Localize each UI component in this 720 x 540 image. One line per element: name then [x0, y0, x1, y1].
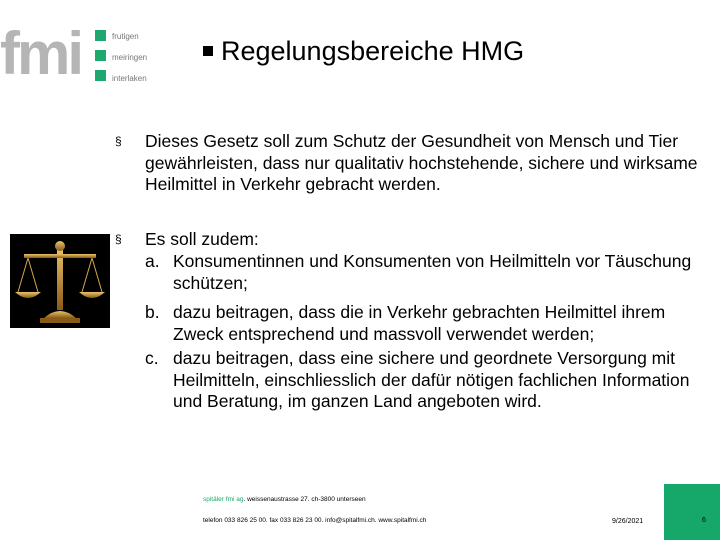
fmi-logo [0, 20, 180, 87]
bullet-icon: § [115, 134, 122, 148]
logo-place: interlaken [112, 74, 147, 83]
list-item-text: dazu beitragen, dass die in Verkehr gebrachten Heilmittel ihrem Zweck entsprechend und massvoll verwendet werden; [173, 302, 666, 344]
logo-square [95, 50, 106, 61]
logo-place: meiringen [112, 53, 148, 62]
footer-date: 9/26/2021 [612, 518, 644, 525]
footer-address [203, 496, 366, 503]
logo-place: frutigen [112, 32, 139, 41]
bullet-text: Es soll zudem: [145, 229, 259, 249]
bullet-icon: § [115, 232, 122, 246]
bullet-text: Dieses Gesetz soll zum Schutz der Gesundheit von Mensch und Tier gewährleisten, dass nur qualitativ hochstehende, sichere und wirksame Heilmittel in Verkehr gebracht werden. [145, 131, 698, 194]
list-item-letter: a. [145, 251, 160, 271]
footer-contact: telefon 033 826 25 00. fax 033 826 23 00. info@spitalfmi.ch. www.spitalfmi.ch [203, 517, 427, 524]
logo-places [112, 26, 147, 89]
list-item-text: Konsumentinnen und Konsumenten von Heilmitteln vor Täuschung schützen; [173, 251, 692, 293]
list-item [145, 251, 692, 293]
list-item [145, 302, 666, 344]
list-item-letter: b. [145, 302, 160, 322]
list-item-text: dazu beitragen, dass eine sichere und geordnete Versorgung mit Heilmitteln, einschliesslich der dafür nötigen fachlichen Information und Beratung, im ganzen Land angeboten wird. [173, 348, 690, 411]
footer-green-block [664, 484, 720, 540]
scales-of-justice-icon [10, 234, 110, 328]
title-bullet-icon [203, 46, 213, 56]
slide-title [203, 34, 524, 68]
logo-square [95, 70, 106, 81]
footer-address-text: . weissenaustrasse 27. ch-3800 unterseen [243, 496, 366, 503]
footer-company: spitäler fmi ag [203, 496, 244, 503]
title-text: Regelungsbereiche HMG [221, 36, 525, 66]
logo-wordmark: fmi [0, 20, 81, 87]
list-item-letter: c. [145, 348, 159, 368]
page-number: 6 [702, 517, 706, 524]
list-item [145, 348, 690, 411]
logo-square [95, 30, 106, 41]
logo-squares [95, 28, 107, 82]
